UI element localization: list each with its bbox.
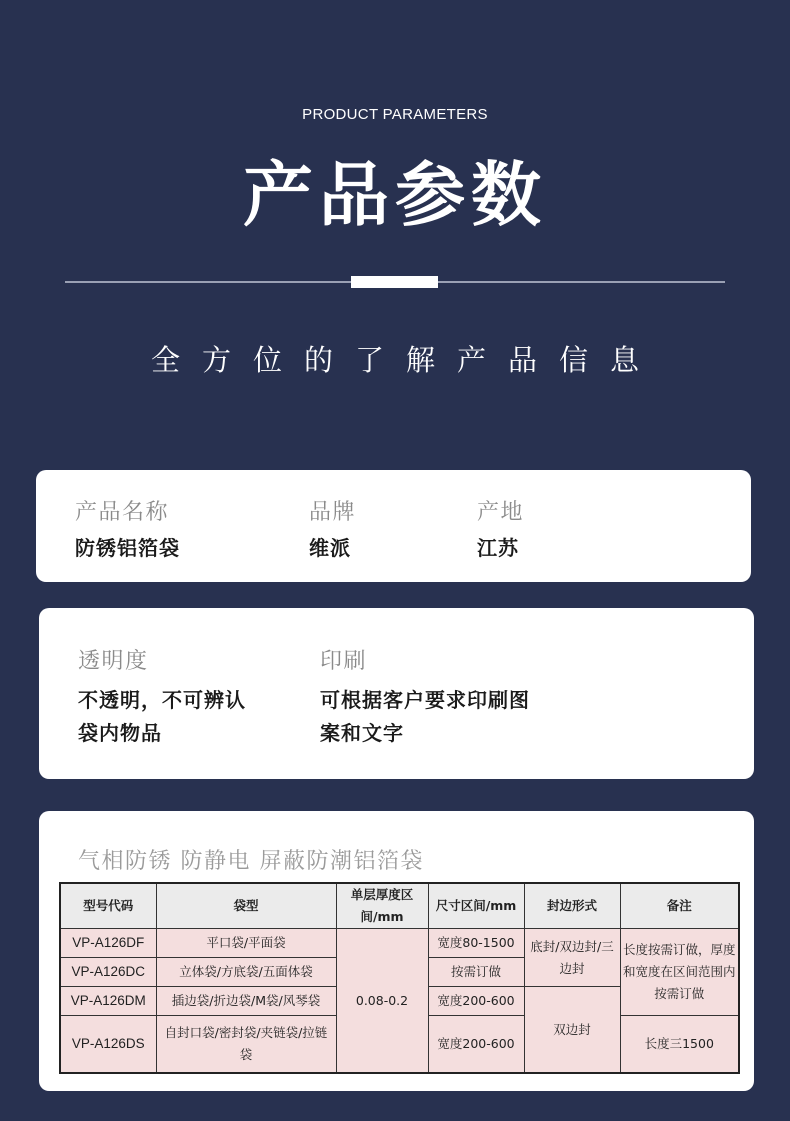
- model-code-cell: VP-A126DM: [60, 987, 156, 1016]
- printing-line: 案和文字: [320, 721, 404, 745]
- page-title: 产品参数: [243, 154, 547, 236]
- table-row: [60, 929, 739, 958]
- product-name-label: 产品名称: [75, 500, 170, 525]
- transparency-line: 不透明，不可辨认: [78, 688, 246, 712]
- basic-info-card: [36, 470, 751, 582]
- table-header-row: [60, 883, 739, 929]
- spec-table: [59, 882, 740, 1074]
- transparency-label: 透明度: [78, 649, 149, 674]
- header-cell: 尺寸区间/mm: [428, 883, 524, 929]
- header-cell: 袋型: [156, 883, 336, 929]
- transparency-line: 袋内物品: [78, 721, 162, 745]
- transparency-value: [78, 684, 246, 750]
- model-code-cell: VP-A126DF: [60, 929, 156, 958]
- printing-value: [320, 684, 530, 750]
- size-cell: 宽度200-600: [428, 987, 524, 1016]
- brand-label: 品牌: [309, 500, 357, 525]
- seal-cell: 双边封: [524, 987, 620, 1073]
- product-name-value: 防锈铝箔袋: [75, 536, 180, 560]
- page-subtitle: 全方位的了解产品信息: [150, 343, 661, 377]
- brand-value: 维派: [309, 536, 351, 560]
- printing-label: 印刷: [320, 649, 368, 674]
- bag-type-cell: 平口袋/平面袋: [156, 929, 336, 958]
- bag-type-cell: 立体袋/方底袋/五面体袋: [156, 958, 336, 987]
- header-cell: 型号代码: [60, 883, 156, 929]
- model-code-cell: VP-A126DS: [60, 1016, 156, 1073]
- spec-table-card: [39, 811, 754, 1091]
- size-cell: 按需订做: [428, 958, 524, 987]
- origin-value: 江苏: [477, 536, 519, 560]
- bag-type-cell: 自封口袋/密封袋/夹链袋/拉链袋: [156, 1016, 336, 1073]
- note-cell: 长度三1500: [620, 1016, 739, 1073]
- thickness-cell: 0.08-0.2: [336, 929, 428, 1074]
- seal-cell: 底封/双边封/三边封: [524, 929, 620, 987]
- model-code-cell: VP-A126DC: [60, 958, 156, 987]
- spec-table-title: 气相防锈 防静电 屏蔽防潮铝箔袋: [78, 849, 424, 874]
- feature-info-card: [39, 608, 754, 779]
- size-cell: 宽度80-1500: [428, 929, 524, 958]
- bag-type-cell: 插边袋/折边袋/M袋/风琴袋: [156, 987, 336, 1016]
- header-cell: 备注: [620, 883, 739, 929]
- note-cell: 长度按需订做，厚度和宽度在区间范围内按需订做: [620, 929, 739, 1016]
- divider-accent: [351, 276, 438, 288]
- section-subtitle-english: PRODUCT PARAMETERS: [302, 106, 488, 123]
- printing-line: 可根据客户要求印刷图: [320, 688, 530, 712]
- size-cell: 宽度200-600: [428, 1016, 524, 1073]
- header-cell: 单层厚度区间/mm: [336, 883, 428, 929]
- header-cell: 封边形式: [524, 883, 620, 929]
- origin-label: 产地: [477, 500, 525, 525]
